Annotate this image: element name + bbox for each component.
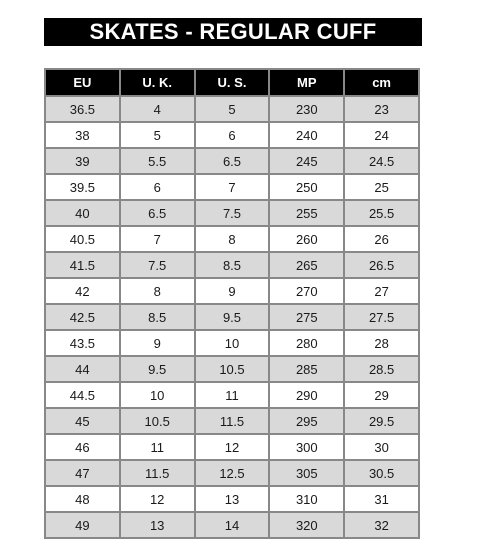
table-cell: 30 — [344, 434, 419, 460]
table-cell: 8.5 — [120, 304, 195, 330]
table-cell: 7.5 — [120, 252, 195, 278]
table-cell: 28 — [344, 330, 419, 356]
table-cell: 11 — [120, 434, 195, 460]
table-cell: 4 — [120, 96, 195, 122]
column-header: MP — [269, 69, 344, 96]
table-cell: 6 — [120, 174, 195, 200]
table-cell: 25.5 — [344, 200, 419, 226]
table-cell: 27 — [344, 278, 419, 304]
table-cell: 300 — [269, 434, 344, 460]
table-cell: 8.5 — [195, 252, 270, 278]
table-row — [45, 304, 419, 330]
table-cell: 13 — [120, 512, 195, 538]
table-cell: 240 — [269, 122, 344, 148]
table-cell: 275 — [269, 304, 344, 330]
table-cell: 14 — [195, 512, 270, 538]
table-cell: 38 — [45, 122, 120, 148]
table-cell: 5 — [120, 122, 195, 148]
table-cell: 30.5 — [344, 460, 419, 486]
table-row — [45, 96, 419, 122]
table-cell: 48 — [45, 486, 120, 512]
table-cell: 265 — [269, 252, 344, 278]
table-cell: 270 — [269, 278, 344, 304]
table-cell: 24 — [344, 122, 419, 148]
table-cell: 42 — [45, 278, 120, 304]
table-cell: 36.5 — [45, 96, 120, 122]
table-cell: 43.5 — [45, 330, 120, 356]
table-cell: 10 — [195, 330, 270, 356]
table-cell: 39 — [45, 148, 120, 174]
table-cell: 29.5 — [344, 408, 419, 434]
table-row — [45, 122, 419, 148]
table-cell: 6.5 — [195, 148, 270, 174]
table-cell: 29 — [344, 382, 419, 408]
table-cell: 49 — [45, 512, 120, 538]
table-row — [45, 460, 419, 486]
table-row — [45, 148, 419, 174]
column-header: U. K. — [120, 69, 195, 96]
table-row — [45, 486, 419, 512]
table-row — [45, 512, 419, 538]
table-cell: 10.5 — [195, 356, 270, 382]
table-cell: 7.5 — [195, 200, 270, 226]
size-chart-table — [44, 68, 420, 539]
table-cell: 9 — [195, 278, 270, 304]
table-cell: 250 — [269, 174, 344, 200]
table-cell: 285 — [269, 356, 344, 382]
table-cell: 12 — [120, 486, 195, 512]
table-cell: 295 — [269, 408, 344, 434]
table-cell: 40.5 — [45, 226, 120, 252]
table-cell: 45 — [45, 408, 120, 434]
table-cell: 310 — [269, 486, 344, 512]
table-cell: 8 — [195, 226, 270, 252]
table-cell: 290 — [269, 382, 344, 408]
table-cell: 9.5 — [120, 356, 195, 382]
table-cell: 305 — [269, 460, 344, 486]
table-cell: 320 — [269, 512, 344, 538]
table-cell: 260 — [269, 226, 344, 252]
table-cell: 25 — [344, 174, 419, 200]
table-cell: 255 — [269, 200, 344, 226]
table-cell: 26 — [344, 226, 419, 252]
table-cell: 11.5 — [195, 408, 270, 434]
table-cell: 40 — [45, 200, 120, 226]
table-cell: 10 — [120, 382, 195, 408]
table-cell: 31 — [344, 486, 419, 512]
column-header: cm — [344, 69, 419, 96]
table-cell: 44.5 — [45, 382, 120, 408]
table-cell: 44 — [45, 356, 120, 382]
table-row — [45, 252, 419, 278]
table-cell: 9 — [120, 330, 195, 356]
table-row — [45, 408, 419, 434]
table-cell: 12.5 — [195, 460, 270, 486]
table-cell: 41.5 — [45, 252, 120, 278]
table-cell: 23 — [344, 96, 419, 122]
table-cell: 6.5 — [120, 200, 195, 226]
table-cell: 5 — [195, 96, 270, 122]
table-cell: 24.5 — [344, 148, 419, 174]
table-cell: 11 — [195, 382, 270, 408]
table-row — [45, 278, 419, 304]
page-title: SKATES - REGULAR CUFF — [44, 18, 422, 46]
table-cell: 32 — [344, 512, 419, 538]
table-cell: 28.5 — [344, 356, 419, 382]
table-cell: 6 — [195, 122, 270, 148]
table-cell: 7 — [195, 174, 270, 200]
table-header-row — [45, 69, 419, 96]
table-cell: 13 — [195, 486, 270, 512]
table-cell: 27.5 — [344, 304, 419, 330]
table-row — [45, 330, 419, 356]
column-header: EU — [45, 69, 120, 96]
table-cell: 39.5 — [45, 174, 120, 200]
table-cell: 8 — [120, 278, 195, 304]
table-cell: 47 — [45, 460, 120, 486]
table-cell: 280 — [269, 330, 344, 356]
table-cell: 9.5 — [195, 304, 270, 330]
table-row — [45, 382, 419, 408]
table-cell: 26.5 — [344, 252, 419, 278]
table-cell: 42.5 — [45, 304, 120, 330]
column-header: U. S. — [195, 69, 270, 96]
table-cell: 11.5 — [120, 460, 195, 486]
table-body — [45, 96, 419, 538]
table-row — [45, 200, 419, 226]
table-cell: 46 — [45, 434, 120, 460]
table-cell: 10.5 — [120, 408, 195, 434]
table-cell: 5.5 — [120, 148, 195, 174]
table-row — [45, 226, 419, 252]
table-row — [45, 434, 419, 460]
table-row — [45, 356, 419, 382]
table-cell: 12 — [195, 434, 270, 460]
table-cell: 7 — [120, 226, 195, 252]
table-cell: 245 — [269, 148, 344, 174]
table-cell: 230 — [269, 96, 344, 122]
table-row — [45, 174, 419, 200]
